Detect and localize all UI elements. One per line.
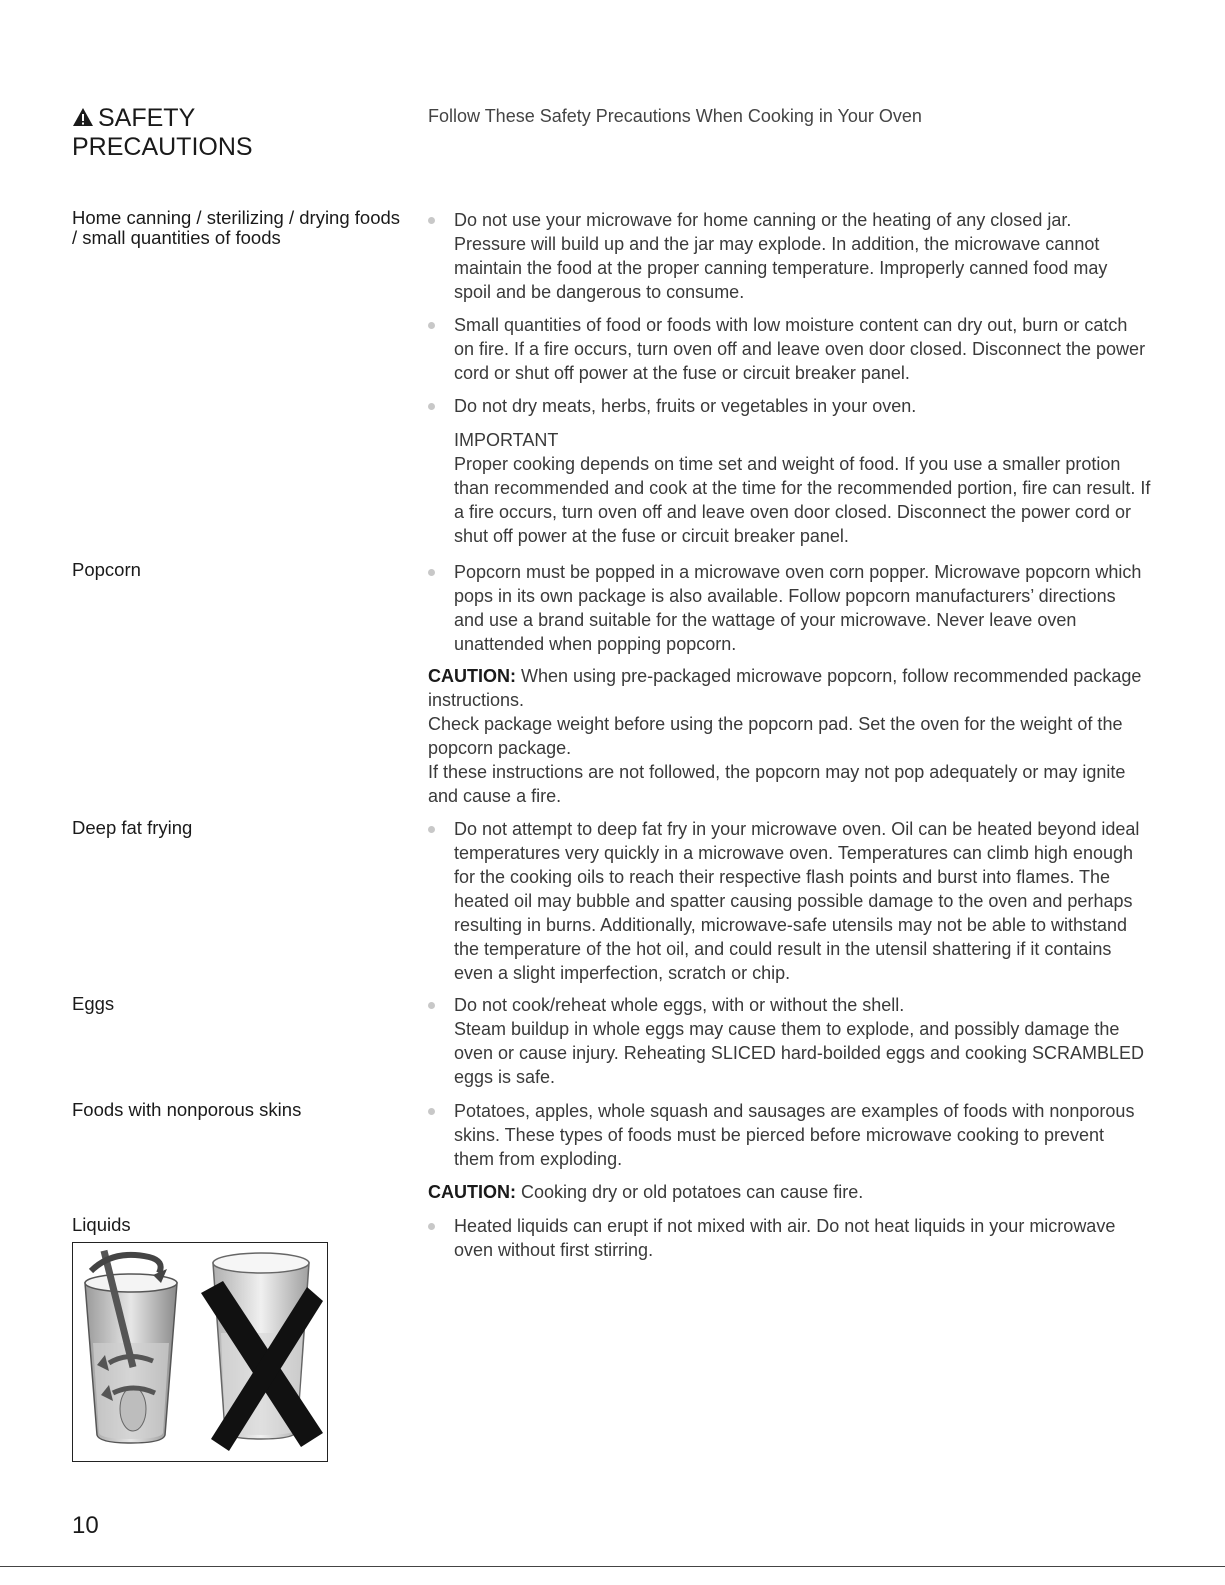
list-item xyxy=(428,394,1148,418)
caution-text: Check package weight before using the popcorn pad. Set the oven for the weight of the popcorn package. xyxy=(428,714,1123,758)
caution-label: CAUTION: xyxy=(428,1182,516,1202)
bullet-icon xyxy=(428,1223,435,1230)
liquids-illustration xyxy=(72,1242,328,1462)
list-item xyxy=(428,208,1148,304)
caution-label: CAUTION: xyxy=(428,666,516,686)
label-nonporous-skins: Foods with nonporous skins xyxy=(72,1099,302,1120)
page-subtitle: Follow These Safety Precautions When Cooking in Your Oven xyxy=(428,106,922,126)
stirred-glass-vs-unstirred-glass-illustration xyxy=(73,1243,326,1460)
title-line-2: PRECAUTIONS xyxy=(72,133,253,161)
warning-triangle-icon xyxy=(72,105,94,125)
bullet-text: Do not attempt to deep fat fry in your microwave oven. Oil can be heated beyond ideal temperatures very quickly in a microwave oven. Temperatures can climb high enough for the cooking oils to reach their respective flash points and burst into flames. The heated oil may bubble and spatter causing possible damage to the oven and perhaps resulting in burns. Additionally, microwave-safe utensils may not be able to withstand the temperature of the hot oil, and could result in the utensil shattering if it contains even a slight imperfection, scratch or chip. xyxy=(454,819,1140,983)
page-number: 10 xyxy=(72,1512,99,1539)
list-item xyxy=(428,993,1148,1089)
bullet-icon xyxy=(428,403,435,410)
bullet-text: Popcorn must be popped in a microwave oven corn popper. Microwave popcorn which pops in its own package is also available. Follow popcorn manufacturers’ directions and use a brand suitable for the wattage of your microwave. Never leave oven unattended when popping popcorn. xyxy=(454,562,1142,654)
list-item xyxy=(428,817,1148,985)
important-heading: IMPORTANT xyxy=(454,430,559,450)
label-liquids: Liquids xyxy=(72,1214,131,1235)
list-item xyxy=(428,313,1148,385)
bullet-text: Potatoes, apples, whole squash and sausages are examples of foods with nonporous skins. These types of foods must be pierced before microwave cooking to prevent them from exploding. xyxy=(454,1101,1135,1169)
bullet-icon xyxy=(428,826,435,833)
bullet-icon xyxy=(428,217,435,224)
list-item xyxy=(428,1099,1148,1171)
bullet-text: Do not dry meats, herbs, fruits or vegetables in your oven. xyxy=(454,396,917,416)
page-title xyxy=(72,104,392,162)
bullet-text: Steam buildup in whole eggs may cause them to explode, and possibly damage the oven or cause injury. Reheating SLICED hard-boilded eggs and cooking SCRAMBLED eggs is safe. xyxy=(454,1019,1145,1087)
list-item xyxy=(428,1214,1148,1262)
caution-block xyxy=(428,1180,1148,1204)
bullet-text: Small quantities of food or foods with low moisture content can dry out, burn or catch on fire. If a fire occurs, turn oven off and leave oven door closed. Disconnect the power cord or shut off power at the fuse or circuit breaker panel. xyxy=(454,315,1146,383)
bottom-rule xyxy=(0,1566,1225,1567)
bullet-text: Do not cook/reheat whole eggs, with or without the shell. xyxy=(454,995,905,1015)
caution-text: Cooking dry or old potatoes can cause fire. xyxy=(521,1182,864,1202)
bullet-icon xyxy=(428,569,435,576)
caution-text: When using pre-packaged microwave popcorn, follow recommended package instructions. xyxy=(428,666,1142,710)
important-note xyxy=(454,428,1154,548)
title-line-1: SAFETY xyxy=(98,104,196,132)
bullet-icon xyxy=(428,1002,435,1009)
important-text: Proper cooking depends on time set and weight of food. If you use a smaller protion than recommended and cook at the time for the recommended portion, fire can result. If a fire occurs, turn oven off and leave oven door closed. Disconnect the power cord or shut off power at the fuse or circuit breaker panel. xyxy=(454,454,1151,546)
label-home-canning: Home canning / sterilizing / drying foods / small quantities of foods xyxy=(72,207,401,248)
caution-text: If these instructions are not followed, the popcorn may not pop adequately or may ignite and cause a fire. xyxy=(428,762,1126,806)
bullet-icon xyxy=(428,1108,435,1115)
label-popcorn: Popcorn xyxy=(72,559,141,580)
label-eggs: Eggs xyxy=(72,993,115,1014)
stirred-glass-icon xyxy=(85,1250,177,1443)
caution-block xyxy=(428,664,1148,808)
bullet-icon xyxy=(428,322,435,329)
bullet-text: Do not use your microwave for home canning or the heating of any closed jar. Pressure will build up and the jar may explode. In addition, the microwave cannot maintain the food at the proper canning temperature. Improperly canned food may spoil and be dangerous to consume. xyxy=(454,210,1108,302)
bullet-text: Heated liquids can erupt if not mixed with air. Do not heat liquids in your microwave oven without first stirring. xyxy=(454,1216,1116,1260)
label-deep-fat-frying: Deep fat frying xyxy=(72,817,193,838)
list-item xyxy=(428,560,1148,656)
